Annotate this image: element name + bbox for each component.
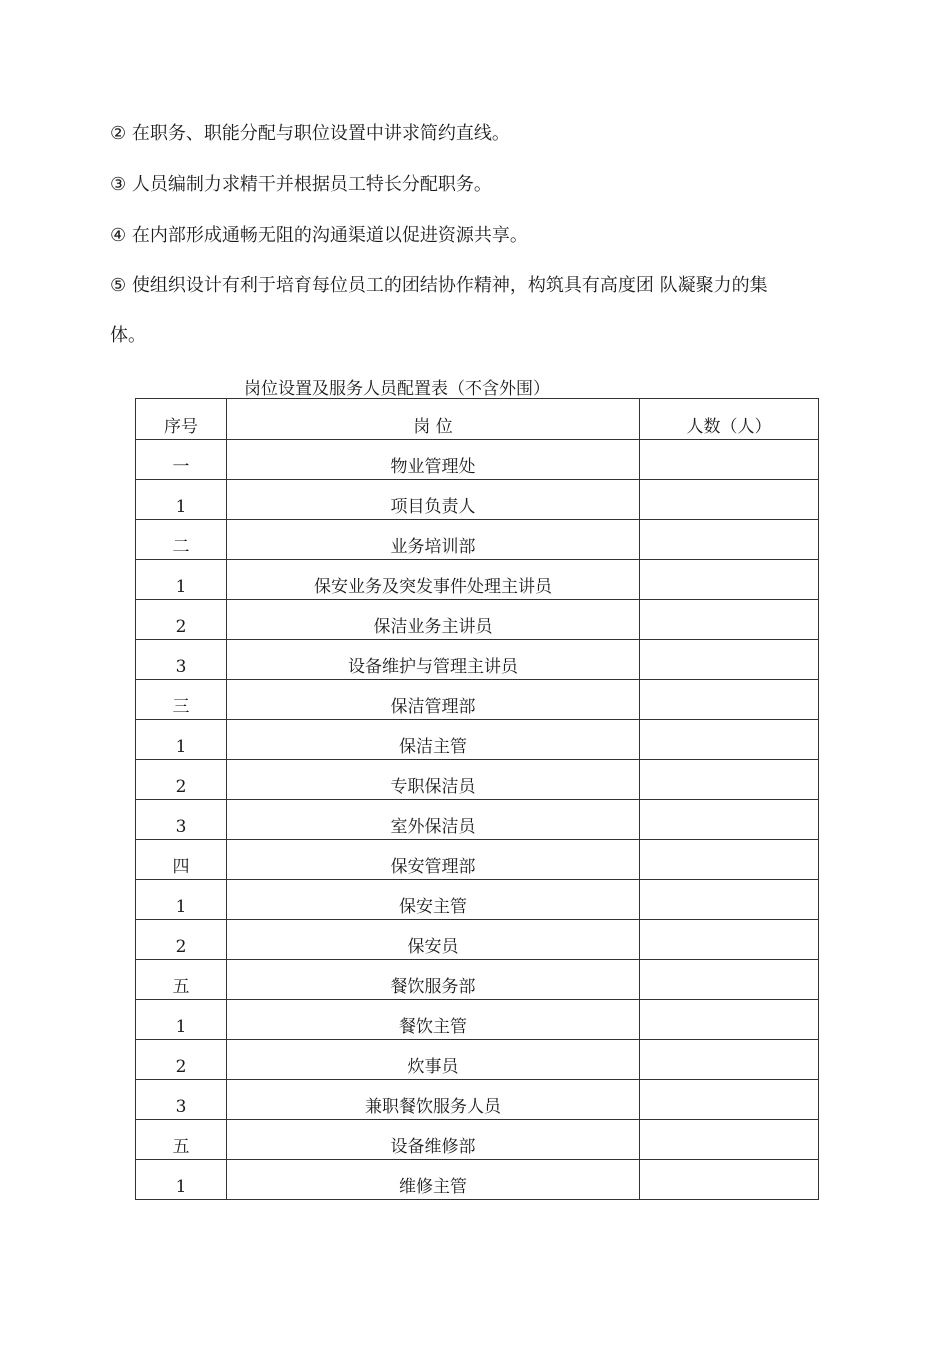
row-post: 保安员 <box>227 920 640 960</box>
row-post: 保洁管理部 <box>227 680 640 720</box>
row-number: 2 <box>136 760 227 800</box>
row-headcount <box>640 960 819 1000</box>
row-headcount <box>640 920 819 960</box>
row-headcount <box>640 440 819 480</box>
table-row <box>136 1040 819 1080</box>
row-post: 维修主管 <box>227 1160 640 1200</box>
table-row <box>136 640 819 680</box>
row-headcount <box>640 1040 819 1080</box>
row-headcount <box>640 1080 819 1120</box>
row-post: 兼职餐饮服务人员 <box>227 1080 640 1120</box>
row-number: 1 <box>136 880 227 920</box>
row-headcount <box>640 880 819 920</box>
row-number: 三 <box>136 680 227 720</box>
table-row <box>136 880 819 920</box>
row-post: 业务培训部 <box>227 520 640 560</box>
table-row <box>136 1160 819 1200</box>
table-row <box>136 560 819 600</box>
row-headcount <box>640 720 819 760</box>
row-headcount <box>640 800 819 840</box>
row-number: 3 <box>136 640 227 680</box>
row-number: 1 <box>136 720 227 760</box>
row-post: 炊事员 <box>227 1040 640 1080</box>
paragraph-3: ③ 人员编制力求精干并根据员工特长分配职务。 <box>110 174 492 195</box>
row-headcount <box>640 760 819 800</box>
row-headcount <box>640 600 819 640</box>
row-post: 保安管理部 <box>227 840 640 880</box>
header-headcount: 人数（人） <box>640 399 819 440</box>
header-post: 岗 位 <box>227 399 640 440</box>
row-post: 餐饮主管 <box>227 1000 640 1040</box>
row-number: 1 <box>136 1160 227 1200</box>
row-number: 1 <box>136 560 227 600</box>
row-number: 四 <box>136 840 227 880</box>
row-headcount <box>640 1000 819 1040</box>
table-row <box>136 1080 819 1120</box>
row-headcount <box>640 840 819 880</box>
row-number: 2 <box>136 600 227 640</box>
table-row <box>136 760 819 800</box>
row-headcount <box>640 680 819 720</box>
table-row <box>136 1000 819 1040</box>
row-post: 保安业务及突发事件处理主讲员 <box>227 560 640 600</box>
row-post: 保安主管 <box>227 880 640 920</box>
row-post: 设备维护与管理主讲员 <box>227 640 640 680</box>
table-row <box>136 960 819 1000</box>
table-row <box>136 480 819 520</box>
row-number: 五 <box>136 960 227 1000</box>
row-post: 保洁业务主讲员 <box>227 600 640 640</box>
paragraph-5-continued: 体。 <box>110 325 146 346</box>
row-number: 3 <box>136 800 227 840</box>
row-number: 2 <box>136 920 227 960</box>
row-number: 二 <box>136 520 227 560</box>
row-post: 设备维修部 <box>227 1120 640 1160</box>
paragraph-4: ④ 在内部形成通畅无阻的沟通渠道以促进资源共享。 <box>110 225 528 246</box>
header-number: 序号 <box>136 399 227 440</box>
table-caption: 岗位设置及服务人员配置表（不含外围） <box>244 379 550 399</box>
table-row <box>136 1120 819 1160</box>
row-number: 2 <box>136 1040 227 1080</box>
table-row <box>136 840 819 880</box>
table-body <box>136 440 819 1200</box>
row-headcount <box>640 1160 819 1200</box>
row-post: 保洁主管 <box>227 720 640 760</box>
row-headcount <box>640 520 819 560</box>
row-post: 项目负责人 <box>227 480 640 520</box>
page-bottom-margin <box>0 1213 950 1353</box>
table-row <box>136 520 819 560</box>
table-row <box>136 600 819 640</box>
table-row <box>136 920 819 960</box>
row-number: 五 <box>136 1120 227 1160</box>
row-headcount <box>640 560 819 600</box>
row-headcount <box>640 480 819 520</box>
row-headcount <box>640 640 819 680</box>
row-number: 一 <box>136 440 227 480</box>
table-row <box>136 680 819 720</box>
row-post: 物业管理处 <box>227 440 640 480</box>
row-post: 室外保洁员 <box>227 800 640 840</box>
table-header-row <box>136 399 819 440</box>
row-number: 3 <box>136 1080 227 1120</box>
table-row <box>136 800 819 840</box>
row-post: 餐饮服务部 <box>227 960 640 1000</box>
row-number: 1 <box>136 1000 227 1040</box>
table-row <box>136 440 819 480</box>
row-headcount <box>640 1120 819 1160</box>
row-post: 专职保洁员 <box>227 760 640 800</box>
paragraph-2: ② 在职务、职能分配与职位设置中讲求简约直线。 <box>110 123 510 144</box>
table-row <box>136 720 819 760</box>
paragraph-5: ⑤ 使组织设计有利于培育每位员工的团结协作精神，构筑具有高度团 队凝聚力的集 <box>110 275 768 296</box>
row-number: 1 <box>136 480 227 520</box>
staffing-table <box>135 398 819 1200</box>
